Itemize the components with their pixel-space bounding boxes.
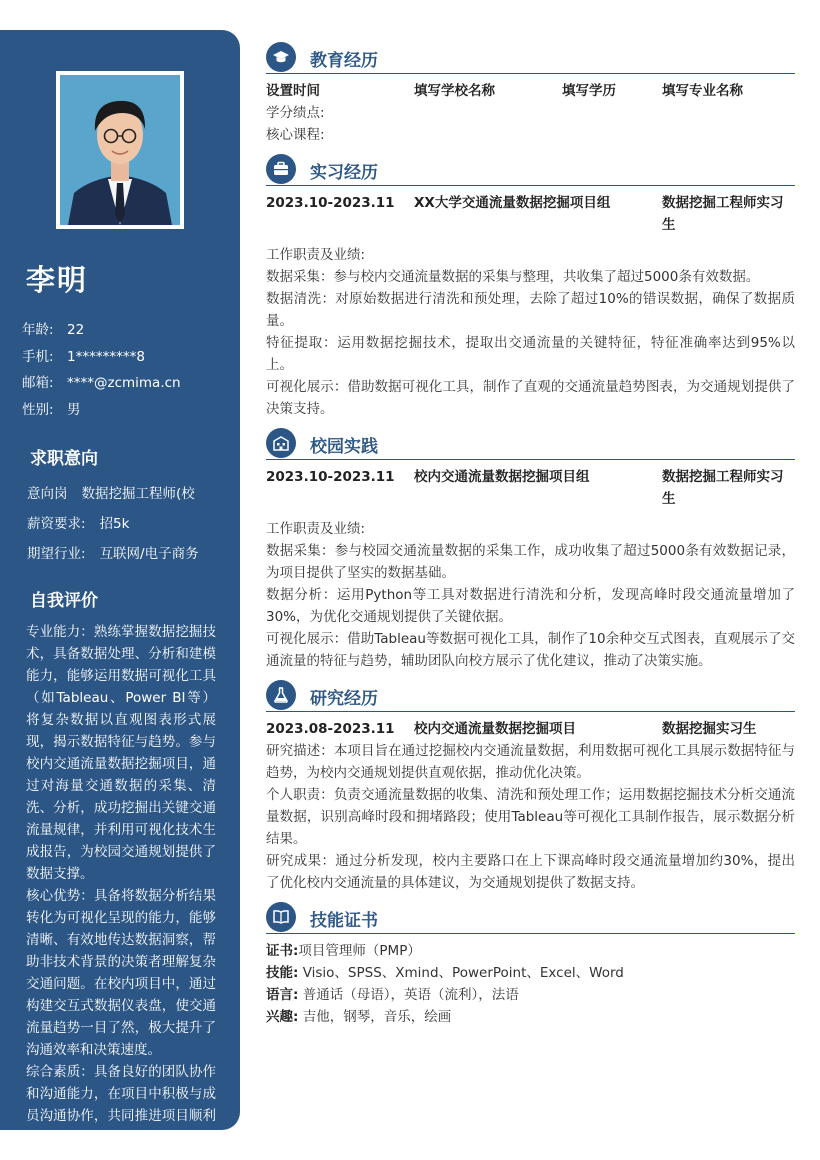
- campus-line: 可视化展示：借助Tableau等数据可视化工具，制作了10余种交互式图表，直观展示了交通流量的特征与趋势，辅助团队向校方展示了优化建议，推动了决策实施。: [266, 631, 795, 669]
- skill-label: 证书:: [266, 943, 299, 959]
- intent-label: 期望行业:: [27, 546, 86, 562]
- campus-role: 数据挖掘工程师实习生: [662, 469, 784, 507]
- section-header: [266, 42, 795, 74]
- intent-industry: [27, 544, 237, 574]
- profile-photo: [56, 71, 184, 229]
- research-role: 数据挖掘实习生: [662, 721, 757, 737]
- skill-tools: [266, 962, 795, 984]
- skill-value: 吉他，钢琴，音乐，绘画: [298, 1009, 452, 1025]
- info-label: 性别:: [22, 401, 54, 418]
- campus-org: 校内交通流量数据挖掘项目组: [414, 469, 590, 485]
- education-row: [266, 80, 795, 102]
- section-title: 校园实践: [310, 437, 378, 457]
- section-title: 技能证书: [310, 911, 378, 931]
- research-line: 个人职责：负责交通流量数据的收集、清洗和预处理工作；运用数据挖掘技术分析交通流量数据，识别高峰时段和拥堵路段；使用Tableau等可视化工具制作报告，展示数据分析结果。: [266, 787, 795, 847]
- intent-label: 薪资要求:: [27, 516, 86, 532]
- skill-language: [266, 984, 795, 1006]
- education-major: 填写专业名称: [662, 83, 743, 99]
- internship-line: 特征提取：运用数据挖掘技术，提取出交通流量的关键特征，特征准确率达到95%以上。: [266, 335, 795, 373]
- skill-certificate: [266, 940, 795, 962]
- briefcase-icon: [266, 154, 296, 184]
- section-header: [266, 154, 795, 186]
- avatar: [60, 75, 180, 225]
- skill-value: 项目管理师（PMP）: [298, 943, 421, 959]
- internship-section: [266, 154, 795, 428]
- info-label: 年龄:: [22, 322, 54, 338]
- info-age: [22, 320, 232, 347]
- internship-row: [266, 192, 795, 236]
- info-gender: [22, 400, 232, 427]
- education-courses: 核心课程:: [266, 127, 325, 143]
- main-content: [266, 42, 795, 1028]
- education-section: [266, 42, 795, 154]
- campus-section: [266, 428, 795, 680]
- info-value: 22: [67, 322, 85, 338]
- education-time: 设置时间: [266, 83, 320, 99]
- internship-org: XX大学交通流量数据挖掘项目组: [414, 195, 611, 211]
- info-label: 邮箱:: [22, 375, 54, 391]
- skill-label: 兴趣:: [266, 1009, 299, 1025]
- section-header: [266, 428, 795, 460]
- internship-time: 2023.10-2023.11: [266, 195, 395, 211]
- skill-label: 技能:: [266, 965, 299, 981]
- campus-row: [266, 466, 795, 510]
- intent-title: 求职意向: [30, 449, 98, 469]
- section-title: 教育经历: [310, 51, 378, 71]
- evaluation-title: 自我评价: [30, 591, 98, 611]
- education-gpa: 学分绩点:: [266, 105, 325, 121]
- skill-label: 语言:: [266, 987, 299, 1003]
- section-header: [266, 680, 795, 712]
- evaluation-paragraph: 专业能力：熟练掌握数据挖掘技术，具备数据处理、分析和建模能力，能够运用数据可视化工具（如Tableau、Power BI等）将复杂数据以直观图表形式展现，揭示数据特征与趋势。参与校内交通流量数据挖掘项目，通过对海量交通数据的采集、清洗、分析，成功挖掘出关键交通流量规律，并利用可视化技术生成报告，为校园交通规划提供了数据支撑。: [26, 624, 216, 882]
- info-label: 手机:: [22, 348, 54, 365]
- campus-line: 数据采集：参与校园交通流量数据的采集工作，成功收集了超过5000条有效数据记录，为项目提供了坚实的数据基础。: [266, 543, 795, 581]
- intent-salary: [27, 514, 237, 544]
- research-section: [266, 680, 795, 902]
- evaluation-paragraph: 综合素质：具备良好的团队协作和沟通能力，在项目中积极与成员沟通协作，共同推进项目顺利完成。: [26, 1064, 216, 1146]
- building-icon: [266, 428, 296, 458]
- skills-section: [266, 902, 795, 1028]
- basic-info: [22, 320, 232, 426]
- section-header: [266, 902, 795, 934]
- intent-value: 数据挖掘工程师(校: [81, 486, 195, 502]
- info-value: 1*********8: [67, 348, 145, 365]
- sidebar: [0, 30, 240, 1146]
- intent-position: [27, 484, 237, 514]
- internship-line: 工作职责及业绩:: [266, 247, 366, 263]
- intent-value: 互联网/电子商务: [99, 546, 199, 562]
- research-row: [266, 718, 795, 740]
- education-school: 填写学校名称: [414, 83, 495, 99]
- section-title: 实习经历: [310, 163, 378, 183]
- campus-line: 工作职责及业绩:: [266, 521, 366, 537]
- internship-line: 数据采集：参与校内交通流量数据的采集与整理，共收集了超过5000条有效数据。: [266, 269, 760, 285]
- info-email: [22, 373, 232, 400]
- research-line: 研究成果：通过分析发现，校内主要路口在上下课高峰时段交通流量增加约30%，提出了优化校内交通流量的具体建议，为交通规划提供了数据支持。: [266, 853, 795, 891]
- info-phone: [22, 347, 232, 374]
- section-title: 研究经历: [310, 689, 378, 709]
- info-value: ****@zcmima.cn: [67, 375, 181, 391]
- campus-line: 数据分析：运用Python等工具对数据进行清洗和分析，发现高峰时段交通流量增加了30%，为优化交通规划提供了关键依据。: [266, 587, 795, 625]
- flask-icon: [266, 680, 296, 710]
- research-time: 2023.08-2023.11: [266, 721, 395, 737]
- campus-time: 2023.10-2023.11: [266, 469, 395, 485]
- skill-value: Visio、SPSS、Xmind、PowerPoint、Excel、Word: [298, 965, 624, 981]
- internship-line: 可视化展示：借助数据可视化工具，制作了直观的交通流量趋势图表，为交通规划提供了决策支持。: [266, 379, 795, 417]
- research-line: 研究描述：本项目旨在通过挖掘校内交通流量数据，利用数据可视化工具展示数据特征与趋势，为校内交通规划提供直观依据，推动优化决策。: [266, 743, 795, 781]
- job-intent: [27, 484, 237, 574]
- self-evaluation: [26, 621, 216, 1149]
- skill-value: 普通话（母语），英语（流利），法语: [298, 987, 519, 1003]
- info-value: 男: [67, 401, 81, 418]
- book-icon: [266, 902, 296, 932]
- graduation-cap-icon: [266, 42, 296, 72]
- research-org: 校内交通流量数据挖掘项目: [414, 721, 576, 737]
- evaluation-paragraph: 核心优势：具备将数据分析结果转化为可视化呈现的能力，能够清晰、有效地传达数据洞察，帮助非技术背景的决策者理解复杂交通问题。在校内项目中，通过构建交互式数据仪表盘，使交通流量趋势一目了然，极大提升了沟通效率和决策速度。: [26, 888, 216, 1058]
- internship-role: 数据挖掘工程师实习生: [662, 195, 784, 233]
- skill-interests: [266, 1006, 795, 1028]
- internship-line: 数据清洗：对原始数据进行清洗和预处理，去除了超过10%的错误数据，确保了数据质量。: [266, 291, 795, 329]
- intent-label: 意向岗: [27, 486, 68, 502]
- candidate-name: 李明: [26, 263, 89, 297]
- intent-value: 招5k: [99, 516, 130, 532]
- education-degree: 填写学历: [562, 83, 616, 99]
